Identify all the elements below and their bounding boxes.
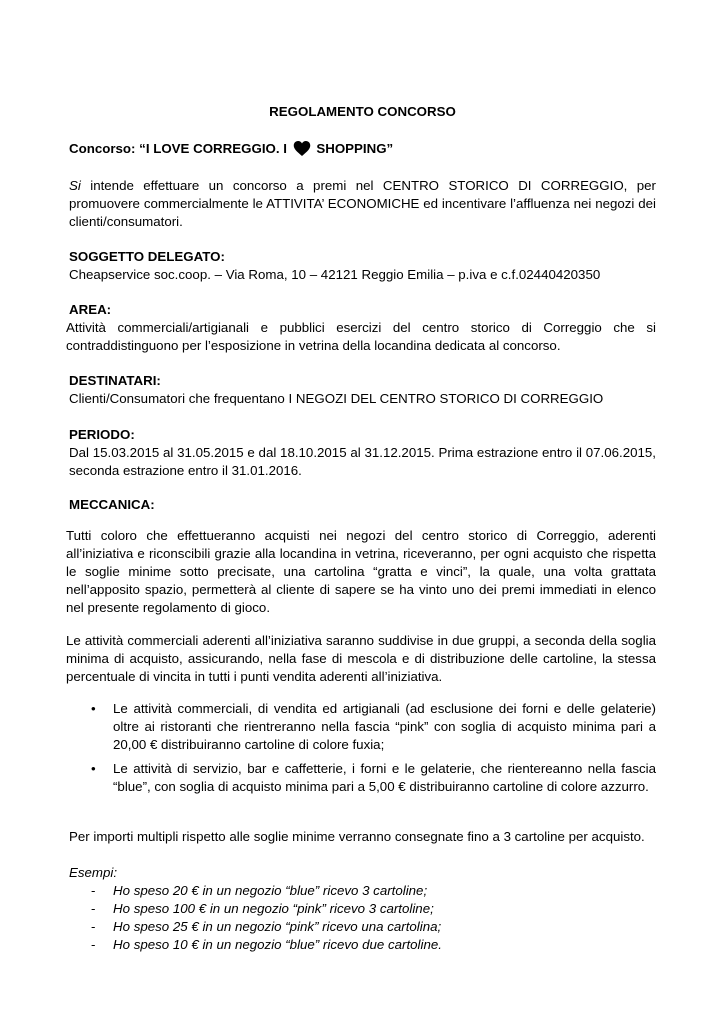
contest-suffix: SHOPPING” (316, 141, 394, 156)
meccanica-heading: MECCANICA: (69, 497, 155, 512)
destinatari-text: Clienti/Consumatori che frequentano I NEGOZI DEL CENTRO STORICO DI CORREGGIO (69, 391, 604, 406)
bullet-icon: • (91, 701, 96, 716)
destinatari-heading: DESTINATARI: (69, 373, 161, 388)
area-heading: AREA: (69, 302, 112, 317)
list-item: • Le attività commerciali, di vendita ed artigianali (ad esclusione dei forni e delle gelaterie) oltre ai ristoranti che rientreranno nella fascia “pink” con soglia di acquisto minima pari a 20,00 € distribuiranno cartoline di colore fuxia; (91, 701, 656, 752)
examples-label: Esempi: (69, 865, 118, 880)
list-item: • Le attività di servizio, bar e caffetterie, i forni e le gelaterie, che rientereanno nella fascia “blue”, con soglia di acquisto minima pari a 5,00 € distribuiranno cartoline di colore azzurro. (91, 761, 656, 794)
periodo-text: Dal 15.03.2015 al 31.05.2015 e dal 18.10.2015 al 31.12.2015. Prima estrazione entro il 07.06.2015, seconda estrazione entro il 31.01.2016. (69, 445, 656, 478)
contest-prefix: Concorso: “I LOVE CORREGGIO. I (69, 141, 287, 156)
page-title: REGOLAMENTO CONCORSO (269, 104, 456, 119)
intro-text: intende effettuare un concorso a premi nel CENTRO STORICO DI CORREGGIO, per promuovere commercialmente le ATTIVITA’ ECONOMICHE ed incentivare l’affluenza nei negozi dei clienti/consumatori. (69, 178, 656, 229)
soggetto-text: Cheapservice soc.coop. – Via Roma, 10 – 42121 Reggio Emilia – p.iva e c.f.02440420350 (69, 267, 601, 282)
intro-first-word: Si (69, 178, 81, 193)
contest-title (69, 140, 656, 158)
list-item: - Ho speso 25 € in un negozio “pink” ricevo una cartolina; (91, 919, 442, 934)
bullet-icon: • (91, 761, 96, 776)
heart-icon (293, 140, 311, 157)
dash-icon: - (91, 883, 96, 898)
intro-paragraph (69, 177, 656, 231)
list-item: - Ho speso 10 € in un negozio “blue” ricevo due cartoline. (91, 937, 442, 952)
meccanica-paragraph-2: Le attività commerciali aderenti all’iniziativa saranno suddivise in due gruppi, a seconda della soglia minima di acquisto, assicurando, nella fase di mescola e di distribuzione delle cartoline, la stessa percentuale di vincita in tutti i punti vendita aderenti all’iniziativa. (66, 633, 656, 684)
dash-icon: - (91, 901, 96, 916)
dash-icon: - (91, 937, 96, 952)
area-text: Attività commerciali/artigianali e pubblici esercizi del centro storico di Correggio che si contraddistinguono per l’esposizione in vetrina della locandina dedicata al concorso. (66, 320, 656, 353)
dash-icon: - (91, 919, 96, 934)
examples-list (69, 882, 656, 954)
periodo-heading: PERIODO: (69, 427, 135, 442)
meccanica-paragraph-3: Per importi multipli rispetto alle soglie minime verranno consegnate fino a 3 cartoline per acquisto. (69, 829, 645, 844)
list-item: - Ho speso 100 € in un negozio “pink” ricevo 3 cartoline; (91, 901, 434, 916)
list-item: - Ho speso 20 € in un negozio “blue” ricevo 3 cartoline; (91, 883, 428, 898)
meccanica-paragraph-1: Tutti coloro che effettueranno acquisti nei negozi del centro storico di Correggio, aderenti all’iniziativa e riconscibili grazie alla locandina in vetrina, riceveranno, per ogni acquisto che rispetta le soglie minime sotto precisate, una cartolina “gratta e vinci”, la quale, una volta grattata nell’apposito spazio, permetterà al cliente di sapere se ha vinto uno dei premi immediati in elenco nel presente regolamento di gioco. (66, 528, 656, 615)
soggetto-heading: SOGGETTO DELEGATO: (69, 249, 225, 264)
bullet-list (69, 700, 656, 796)
